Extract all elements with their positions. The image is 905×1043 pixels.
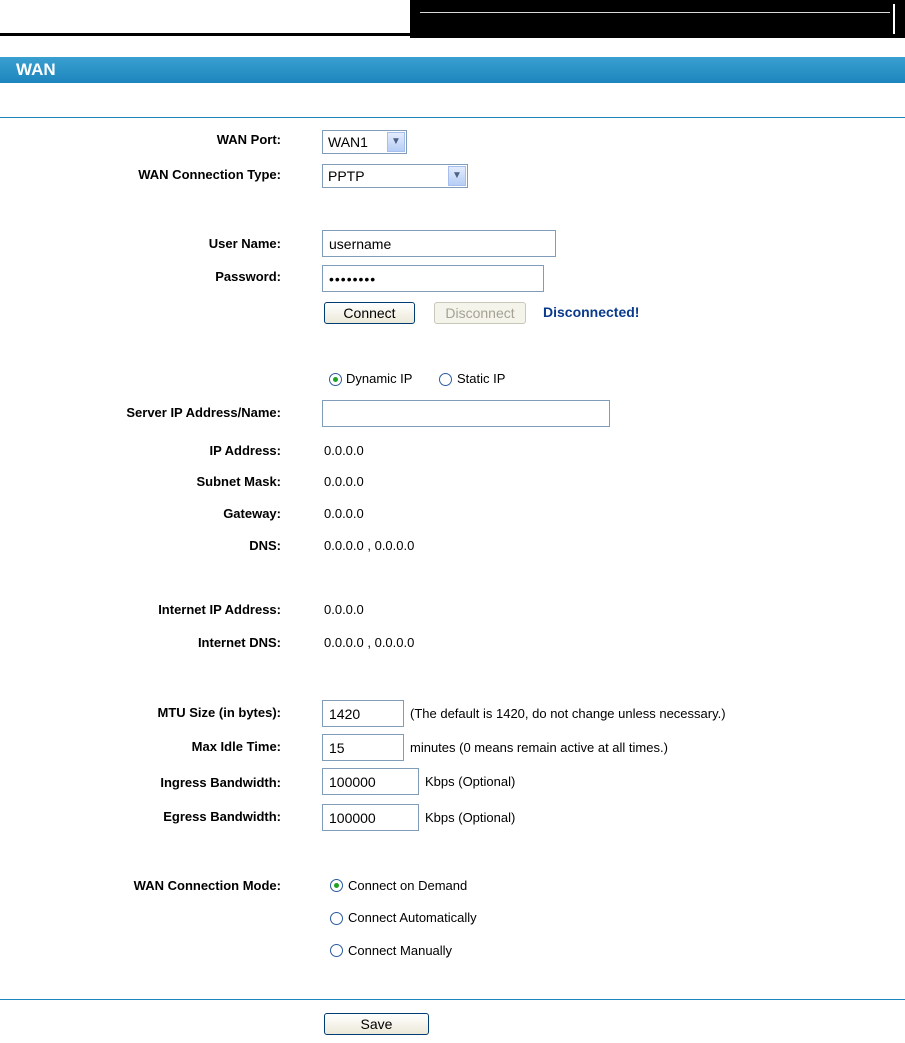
top-divider <box>0 117 905 118</box>
server-ip-input[interactable] <box>322 400 610 427</box>
connect-manually-radio[interactable] <box>330 944 343 957</box>
header-banner <box>410 0 905 38</box>
bottom-divider <box>0 999 905 1000</box>
max-idle-note: minutes (0 means remain active at all times.) <box>410 740 668 755</box>
wan-port-select[interactable] <box>322 130 407 154</box>
dynamic-ip-radio[interactable] <box>329 373 342 386</box>
gateway-label: Gateway: <box>223 506 281 521</box>
max-idle-input[interactable] <box>322 734 404 761</box>
connection-type-value: PPTP <box>328 168 365 184</box>
connection-mode-label: WAN Connection Mode: <box>133 878 281 893</box>
max-idle-label: Max Idle Time: <box>191 739 281 754</box>
ingress-label: Ingress Bandwidth: <box>160 775 281 790</box>
static-ip-label: Static IP <box>457 371 506 386</box>
chevron-down-icon: ▼ <box>448 166 466 186</box>
ip-address-value: 0.0.0.0 <box>324 443 364 458</box>
dynamic-ip-label: Dynamic IP <box>346 371 413 386</box>
header-inner-rule <box>420 12 890 13</box>
ingress-note: Kbps (Optional) <box>425 774 516 789</box>
mtu-note: (The default is 1420, do not change unless necessary.) <box>410 706 726 721</box>
password-input[interactable] <box>322 265 544 292</box>
egress-note: Kbps (Optional) <box>425 810 516 825</box>
server-ip-label: Server IP Address/Name: <box>126 405 281 420</box>
save-button[interactable]: Save <box>324 1013 429 1035</box>
internet-ip-label: Internet IP Address: <box>158 602 281 617</box>
subnet-mask-label: Subnet Mask: <box>196 474 281 489</box>
header-tick <box>893 4 895 34</box>
ip-address-label: IP Address: <box>209 443 281 458</box>
ingress-input[interactable] <box>322 768 419 795</box>
dns-value: 0.0.0.0 , 0.0.0.0 <box>324 538 415 553</box>
user-name-label: User Name: <box>208 236 281 251</box>
connect-on-demand-radio[interactable] <box>330 879 343 892</box>
section-title: WAN <box>16 60 56 79</box>
disconnect-button[interactable]: Disconnect <box>434 302 526 324</box>
connection-type-label: WAN Connection Type: <box>138 167 281 182</box>
internet-dns-label: Internet DNS: <box>197 635 281 650</box>
connection-status: Disconnected! <box>543 304 640 320</box>
connect-button[interactable]: Connect <box>324 302 415 324</box>
password-label: Password: <box>215 269 281 284</box>
dns-label: DNS: <box>249 538 281 553</box>
internet-dns-value: 0.0.0.0 , 0.0.0.0 <box>324 635 415 650</box>
subnet-mask-value: 0.0.0.0 <box>324 474 364 489</box>
section-bar <box>0 57 905 83</box>
connect-automatically-radio[interactable] <box>330 912 343 925</box>
mtu-input[interactable] <box>322 700 404 727</box>
user-name-input[interactable] <box>322 230 556 257</box>
connection-type-select[interactable] <box>322 164 468 188</box>
wan-port-label: WAN Port: <box>216 132 281 147</box>
egress-label: Egress Bandwidth: <box>163 809 281 824</box>
connect-on-demand-label: Connect on Demand <box>348 878 468 893</box>
chevron-down-icon: ▼ <box>387 132 405 152</box>
connect-automatically-label: Connect Automatically <box>348 910 477 925</box>
egress-input[interactable] <box>322 804 419 831</box>
wan-port-value: WAN1 <box>328 134 368 150</box>
internet-ip-value: 0.0.0.0 <box>324 602 364 617</box>
gateway-value: 0.0.0.0 <box>324 506 364 521</box>
static-ip-radio[interactable] <box>439 373 452 386</box>
mtu-label: MTU Size (in bytes): <box>157 705 281 720</box>
header-rule <box>0 33 410 36</box>
connect-manually-label: Connect Manually <box>348 943 453 958</box>
